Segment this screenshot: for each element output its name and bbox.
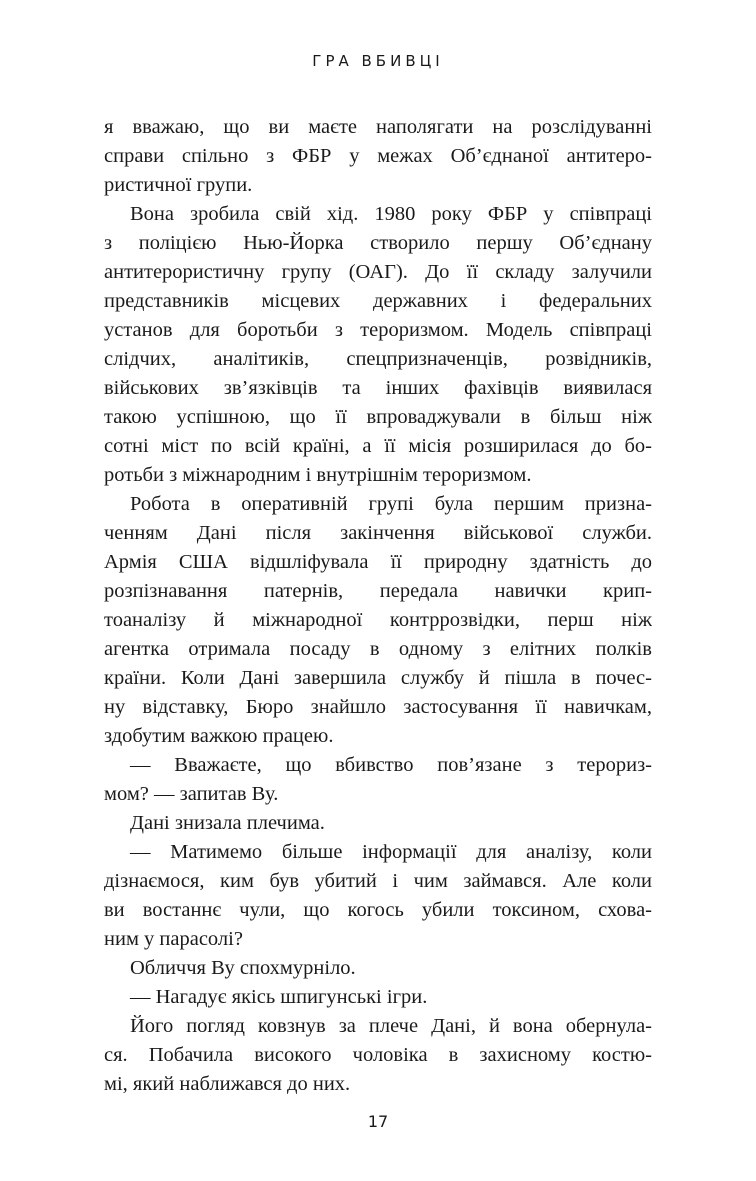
text-line: країни. Коли Дані завершила службу й пішла в почес- bbox=[104, 667, 652, 689]
running-head: ГРА ВБИВЦІ bbox=[312, 52, 444, 70]
text-line: дізнаємося, ким був убитий і чим займався. Але коли bbox=[104, 870, 652, 892]
text-line: — Нагадує якісь шпигунські ігри. bbox=[130, 986, 428, 1008]
text-line: Його погляд ковзнув за плече Дані, й вона обернула- bbox=[130, 1015, 652, 1037]
text-line: тоаналізу й міжнародної контррозвідки, перш ніж bbox=[104, 609, 652, 631]
text-line: здобутим важкою працею. bbox=[104, 725, 334, 747]
text-line: ви востаннє чули, що когось убили токсином, схова- bbox=[104, 899, 652, 921]
text-line: ним у парасолі? bbox=[104, 928, 243, 950]
text-line: Обличчя Ву спохмурніло. bbox=[130, 957, 356, 979]
paragraph bbox=[104, 200, 652, 490]
text-line: ристичної групи. bbox=[104, 174, 253, 196]
paragraph bbox=[104, 490, 652, 751]
body-text bbox=[104, 113, 652, 1099]
text-line: мом? — запитав Ву. bbox=[104, 783, 279, 805]
text-line: Дані знизала плечима. bbox=[130, 812, 325, 834]
text-line: ченням Дані після закінчення військової служби. bbox=[104, 522, 652, 544]
text-line: — Матимемо більше інформації для аналізу, коли bbox=[130, 841, 652, 863]
text-line: установ для боротьби з тероризмом. Модель співпраці bbox=[104, 319, 652, 341]
text-line: розпізнавання патернів, передала навички крип- bbox=[104, 580, 652, 602]
text-line: сотні міст по всій країні, а її місія розширилася до бо- bbox=[104, 435, 652, 457]
text-line: я вважаю, що ви маєте наполягати на розслідуванні bbox=[104, 116, 652, 138]
text-line: військових зв’язківців та інших фахівців виявилася bbox=[104, 377, 652, 399]
paragraph bbox=[104, 751, 652, 809]
text-line: антитерористичну групу (ОАГ). До її складу залучили bbox=[104, 261, 652, 283]
text-line: — Вважаєте, що вбивство пов’язане з терориз- bbox=[130, 754, 652, 776]
text-line: слідчих, аналітиків, спецпризначенців, розвідників, bbox=[104, 348, 652, 370]
paragraph bbox=[104, 838, 652, 954]
text-line: агентка отримала посаду в одному з елітних полків bbox=[104, 638, 652, 660]
text-line: ротьби з міжнародним і внутрішнім тероризмом. bbox=[104, 464, 532, 486]
text-line: мі, який наближався до них. bbox=[104, 1073, 351, 1095]
text-line: представників місцевих державних і федеральних bbox=[104, 290, 652, 312]
paragraph bbox=[104, 1012, 652, 1099]
paragraph bbox=[104, 954, 652, 983]
paragraph bbox=[104, 983, 652, 1012]
paragraph bbox=[104, 809, 652, 838]
text-line: ся. Побачила високого чоловіка в захисному костю- bbox=[104, 1044, 652, 1066]
page-number: 17 bbox=[367, 1112, 389, 1131]
text-line: Вона зробила свій хід. 1980 року ФБР у співпраці bbox=[130, 203, 652, 225]
text-line: Армія США відшліфувала її природну здатність до bbox=[104, 551, 652, 573]
text-line: такою успішною, що її впроваджували в більш ніж bbox=[104, 406, 652, 428]
text-line: з поліцією Нью-Йорка створило першу Об’єднану bbox=[104, 232, 652, 254]
text-line: Робота в оперативній групі була першим призна- bbox=[130, 493, 652, 515]
text-line: справи спільно з ФБР у межах Об’єднаної антитеро- bbox=[104, 145, 652, 167]
text-line: ну відставку, Бюро знайшло застосування її навичкам, bbox=[104, 696, 652, 718]
paragraph bbox=[104, 113, 652, 200]
